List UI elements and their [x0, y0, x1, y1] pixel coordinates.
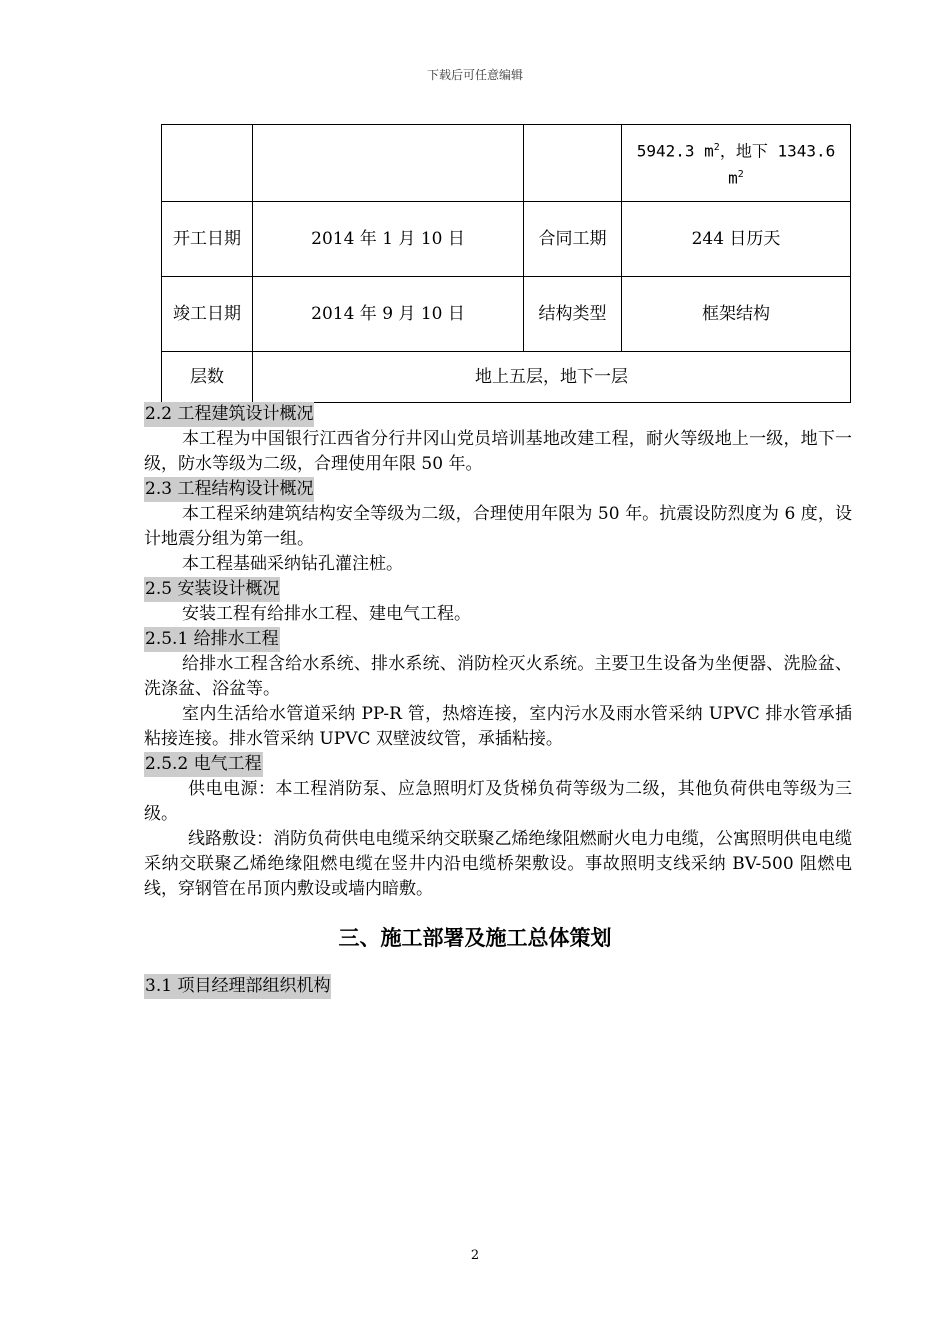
contract-period-value: 244 日历天 [622, 202, 851, 277]
end-date-value: 2014 年 9 月 10 日 [253, 277, 524, 352]
paragraph: 室内生活给水管道采纳 PP-R 管，热熔连接，室内污水及雨水管采纳 UPVC 排水管承插粘接连接。排水管采纳 UPVC 双壁波纹管，承插粘接。 [144, 704, 852, 749]
section-heading-2-2: 2.2 工程建筑设计概况 [144, 402, 314, 427]
area-text-1b: ，地下 1343.6 [719, 141, 836, 160]
paragraph: 本工程采纳建筑结构安全等级为二级，合理使用年限为 50 年。抗震设防烈度为 6 度，设计地震分组为第一组。 [144, 504, 852, 549]
floors-label: 层数 [162, 352, 253, 403]
paragraph: 给排水工程含给水系统、排水系统、消防栓灭火系统。主要卫生设备为坐便器、洗脸盆、洗涤盆、浴盆等。 [144, 654, 852, 699]
area-text-2: m [728, 168, 738, 188]
table-row [162, 125, 851, 202]
area-sup-1: 2 [713, 141, 720, 153]
end-date-label: 竣工日期 [162, 277, 253, 352]
table-row [162, 277, 851, 352]
paragraph: 本工程基础采纳钻孔灌注桩。 [182, 554, 403, 574]
section-heading-3-1: 3.1 项目经理部组织机构 [144, 974, 331, 999]
project-info-table [161, 124, 851, 403]
paragraph: 供电电源：本工程消防泵、应急照明灯及货梯负荷等级为二级，其他负荷供电等级为三级。 [144, 779, 852, 824]
section-3-1-line [144, 974, 331, 999]
table-cell [162, 125, 253, 202]
start-date-label: 开工日期 [162, 202, 253, 277]
contract-period-label: 合同工期 [524, 202, 622, 277]
document-body [144, 402, 852, 902]
table-row [162, 352, 851, 403]
page-number: 2 [470, 1248, 480, 1263]
paragraph: 安装工程有给排水工程、建电气工程。 [182, 604, 471, 624]
table-cell [524, 125, 622, 202]
floors-value: 地上五层，地下一层 [253, 352, 851, 403]
start-date-value: 2014 年 1 月 10 日 [253, 202, 524, 277]
section-heading-2-5: 2.5 安装设计概况 [144, 577, 280, 602]
structure-type-label: 结构类型 [524, 277, 622, 352]
table-cell [253, 125, 524, 202]
paragraph: 线路敷设：消防负荷供电电缆采纳交联聚乙烯绝缘阻燃耐火电力电缆，公寓照明供电电缆采纳交联聚乙烯绝缘阻燃电缆在竖井内沿电缆桥架敷设。事故照明支线采纳 BV-500 阻燃电线，穿钢管在吊顶内敷设或墙内暗敷。 [144, 829, 852, 899]
section-heading-2-5-2: 2.5.2 电气工程 [144, 752, 263, 777]
area-cell [622, 125, 851, 202]
paragraph: 本工程为中国银行江西省分行井冈山党员培训基地改建工程，耐火等级地上一级，地下一级，防水等级为二级，合理使用年限 50 年。 [144, 429, 852, 474]
structure-type-value: 框架结构 [622, 277, 851, 352]
section-heading-2-3: 2.3 工程结构设计概况 [144, 477, 314, 502]
area-sup-2: 2 [737, 169, 744, 180]
page-header-note: 下载后可任意编辑 [426, 68, 523, 82]
table-row [162, 202, 851, 277]
area-text-1: 5942.3 m [636, 141, 714, 160]
chapter-title: 三、施工部署及施工总体策划 [338, 925, 612, 950]
section-heading-2-5-1: 2.5.1 给排水工程 [144, 627, 280, 652]
